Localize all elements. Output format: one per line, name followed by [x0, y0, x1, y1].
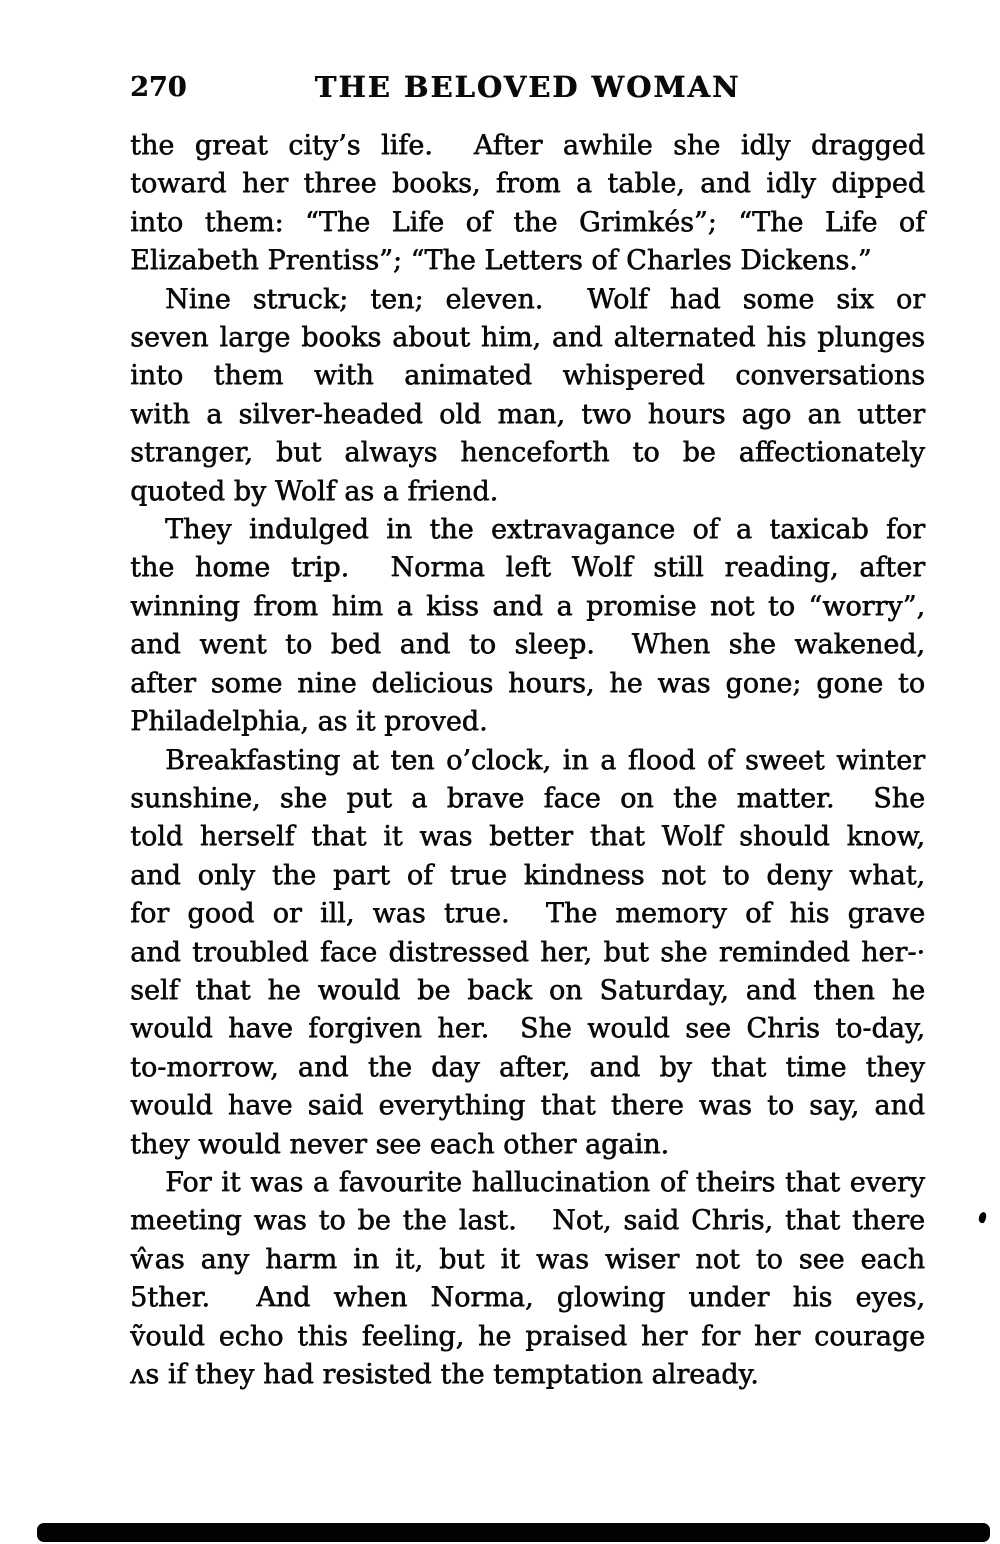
text-body: [130, 127, 925, 1394]
text-line: ṽould echo this feeling, he praised her for her courage: [130, 1320, 925, 1352]
running-head-title: THE BELOVED WOMAN: [314, 70, 741, 104]
text-line: stranger, but always henceforth to be affectionately: [130, 437, 925, 469]
text-line: winning from him a kiss and a promise not to “worry”,: [130, 590, 925, 622]
text-line: 5ther. And when Norma, glowing under his eyes,: [130, 1282, 925, 1314]
text-line: would have forgiven her. She would see Chris to-day,: [130, 1013, 925, 1045]
ink-speck: [977, 1211, 987, 1224]
text-line: For it was a favourite hallucination of theirs that every: [165, 1166, 925, 1198]
text-line: self that he would be back on Saturday, and then he: [130, 974, 925, 1006]
text-line: told herself that it was better that Wolf should know,: [130, 821, 925, 853]
text-line: and troubled face distressed her, but she reminded her-·: [130, 936, 925, 968]
text-line: Nine struck; ten; eleven. Wolf had some six or: [165, 283, 925, 315]
text-line: would have said everything that there was to say, and: [130, 1090, 925, 1122]
text-line: and went to bed and to sleep. When she wakened,: [130, 629, 925, 661]
text-line: into them with animated whispered conversations: [130, 360, 925, 392]
text-line: seven large books about him, and alternated his plunges: [130, 322, 925, 354]
text-line: for good or ill, was true. The memory of his grave: [130, 898, 925, 930]
text-line: they would never see each other again.: [130, 1128, 670, 1160]
text-line: Breakfasting at ten o’clock, in a flood of sweet winter: [165, 744, 925, 776]
text-line: toward her three books, from a table, and idly dipped: [130, 168, 925, 200]
text-line: Philadelphia, as it proved.: [130, 706, 488, 738]
text-line: They indulged in the extravagance of a taxicab for: [165, 514, 925, 546]
text-line: and only the part of true kindness not to deny what,: [130, 859, 925, 891]
text-line: into them: “The Life of the Grimkés”; “The Life of: [130, 206, 925, 238]
text-line: the home trip. Norma left Wolf still reading, after: [130, 552, 925, 584]
text-line: to-morrow, and the day after, and by that time they: [130, 1051, 925, 1083]
text-line: meeting was to be the last. Not, said Chris, that there: [130, 1205, 925, 1237]
text-line: after some nine delicious hours, he was gone; gone to: [130, 667, 925, 699]
text-line: sunshine, she put a brave face on the matter. She: [130, 782, 925, 814]
text-line: the great city’s life. After awhile she idly dragged: [130, 130, 925, 161]
text-line: with a silver-headed old man, two hours ago an utter: [130, 398, 925, 430]
text-line: quoted by Wolf as a friend.: [130, 475, 499, 507]
page-number: 270: [130, 72, 187, 103]
text-line: ŵas any harm in it, but it was wiser not to see each: [130, 1243, 925, 1275]
text-line: Elizabeth Prentiss”; “The Letters of Charles Dickens.”: [130, 245, 872, 277]
scan-artifact-bar: [37, 1523, 990, 1542]
text-line: ʌs if they had resisted the temptation already.: [130, 1359, 759, 1390]
